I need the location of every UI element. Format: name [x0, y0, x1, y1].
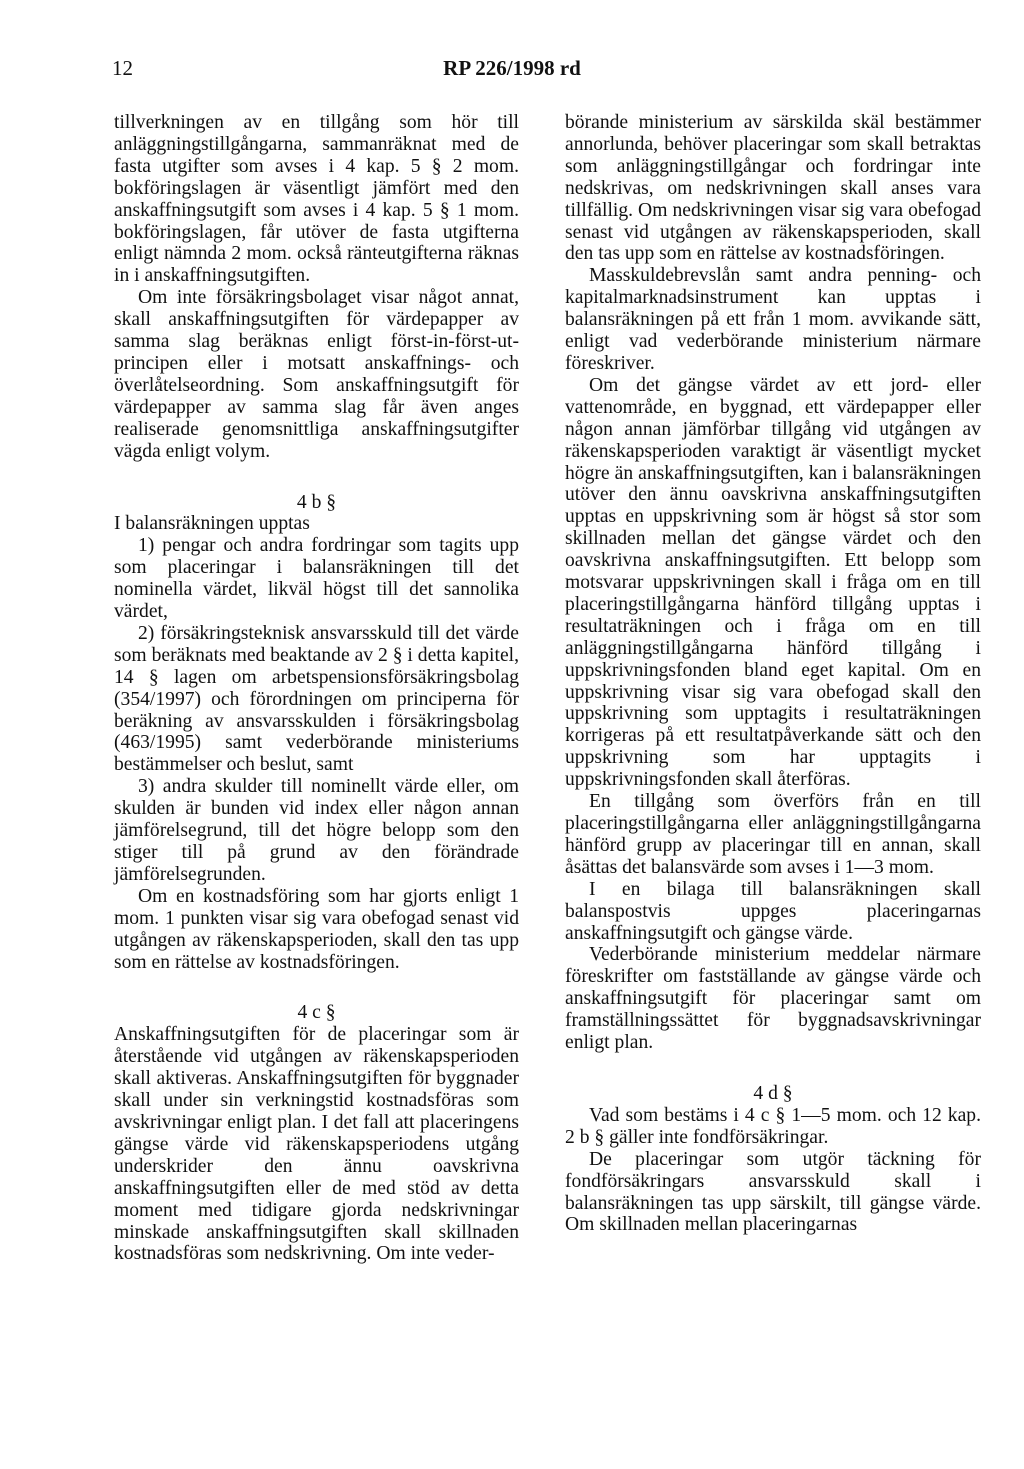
list-item: 1) pengar och andra fordringar som tagits upp som placeringar i balansräkningen till det nominella värdet, likväl högst till det sannolika värdet,: [114, 535, 519, 623]
paragraph: Masskuldebrevslån samt andra penning- och kapitalmarknadsinstrument kan upptas i balansräkningen på ett från 1 mom. avvikande sätt, enligt vad vederbörande ministerium närmare föreskriver.: [565, 265, 981, 374]
list-item: 3) andra skulder till nominellt värde eller, om skulden är bunden vid index eller någon annan jämförelsegrund, till det högre belopp som den stiger till på grund av den förändrade jämförelsegrunden.: [114, 776, 519, 885]
list-item: 2) försäkringsteknisk ansvarsskuld till det värde som beräknats med beaktande av 2 § i detta kapitel, 14 § lagen om arbetspensionsförsäkringsbolag (354/1997) och förordningen om principerna för beräkning av ansvarsskulden i försäkringsbolag (463/1995) samt vederbörande ministeriums bestämmelser och beslut, samt: [114, 622, 519, 776]
paragraph: Vad som bestäms i 4 c § 1—5 mom. och 12 kap. 2 b § gäller inte fondförsäkringar.: [565, 1104, 981, 1148]
section-heading-4d: 4 d §: [753, 1082, 793, 1104]
paragraph: tillverkningen av en tillgång som hör till anläggningstillgångarna, sammanräknat med de fasta utgifter som avses i 4 kap. 5 § 2 mom. bokföringslagen är väsentligt jämfört med den anskaffningsutgift som avses i 4 kap. 5 § 1 mom. bokföringslagen, får utöver de fasta utgifterna enligt nämnda 2 mom. också ränteutgifterna räknas in i anskaffningsutgiften.: [114, 112, 519, 287]
paragraph: Anskaffningsutgiften för de placeringar som är återstående vid utgången av räkenskapsperioden skall aktiveras. Anskaffningsutgiften för byggnader skall under sin verkningstid kostnadsföras som avskrivningar enligt plan. I det fall att placeringens gängse värde vid räkenskapsperiodens utgång underskrider den ännu oavskrivna anskaffningsutgiften eller de med stöd av detta moment med tidigare gjorda nedskrivningar minskade anskaffningsutgiften skall skillnaden kostnadsföras som nedskrivning. Om inte veder-: [114, 1024, 519, 1265]
paragraph: De placeringar som utgör täckning för fondförsäkringars ansvarsskuld skall i balansräkningen tas upp särskilt, till gängse värde. Om skillnaden mellan placeringarnas: [565, 1148, 981, 1236]
left-column: [114, 112, 519, 1265]
paragraph: I balansräkningen upptas: [114, 513, 310, 535]
paragraph: Om en kostnadsföring som har gjorts enligt 1 mom. 1 punkten visar sig vara obefogad senast vid utgången av räkenskapsperioden, skall den tas upp som en rättelse av kostnadsföringen.: [114, 885, 519, 973]
running-head: RP 226/1998 rd: [443, 56, 581, 80]
paragraph: I en bilaga till balansräkningen skall balanspostvis uppges placeringarnas anskaffningsutgift och gängse värde.: [565, 878, 981, 944]
right-column: [565, 112, 981, 1236]
section-heading-4b: 4 b §: [296, 491, 337, 513]
paragraph: En tillgång som överförs från en till placeringstillgångarna eller anläggningstillgångarna hänförd grupp av placeringar till en annan, skall åsättas det balansvärde som avses i 1—3 mom.: [565, 791, 981, 878]
paragraph: Om det gängse värdet av ett jord- eller vattenområde, en byggnad, ett värdepapper eller någon annan jämförbar tillgång vid utgången av räkenskapsperioden varaktigt är väsentligt mycket högre än anskaffningsutgiften, kan i balansräkningen utöver den ännu oavskrivna anskaffningsutgiften upptas en uppskrivning som är högst så stor som skillnaden mellan det gängse värdet och den oavskrivna anskaffningsutgiften. Ett belopp som motsvarar uppskrivningen skall i fråga om en till placeringstillgångarna hänförd tillgång upptas i resultaträkningen och i fråga om en till anläggningstillgångarna hänförd tillgång i uppskrivningsfonden bland eget kapital. Om en uppskrivning visar sig vara obefogad skall den uppskrivning som upptagits i resultaträkningen korrigeras på ett resultatpåverkande sätt och den uppskrivning som har upptagits i uppskrivningsfonden skall återföras.: [565, 374, 981, 791]
paragraph: Om inte försäkringsbolaget visar något annat, skall anskaffningsutgiften för värdepapper av samma slag beräknas enligt först-in-först-ut-principen eller i motsatt anskaffnings- och överlåtelseordning. Som anskaffningsutgift för värdepapper av samma slag får även anges realiserade genomsnittliga anskaffningsutgifter vägda enligt volym.: [114, 287, 519, 462]
page-number: 12: [112, 56, 133, 80]
paragraph: Vederbörande ministerium meddelar närmare föreskrifter om fastställande av gängse värde och anskaffningsutgift för placeringar samt om framställningssättet för byggnadsavskrivningar enligt plan.: [565, 944, 981, 1054]
section-heading-4c: 4 c §: [297, 1002, 336, 1024]
paragraph: börande ministerium av särskilda skäl bestämmer annorlunda, behöver placeringar som skall betraktas som anläggningstillgångar och fordringar inte nedskrivas, om nedskrivningen skall anses vara tillfällig. Om nedskrivningen visar sig vara obefogad senast vid utgången av räkenskapsperioden, skall den tas upp som en rättelse av kostnadsföringen.: [565, 112, 981, 265]
